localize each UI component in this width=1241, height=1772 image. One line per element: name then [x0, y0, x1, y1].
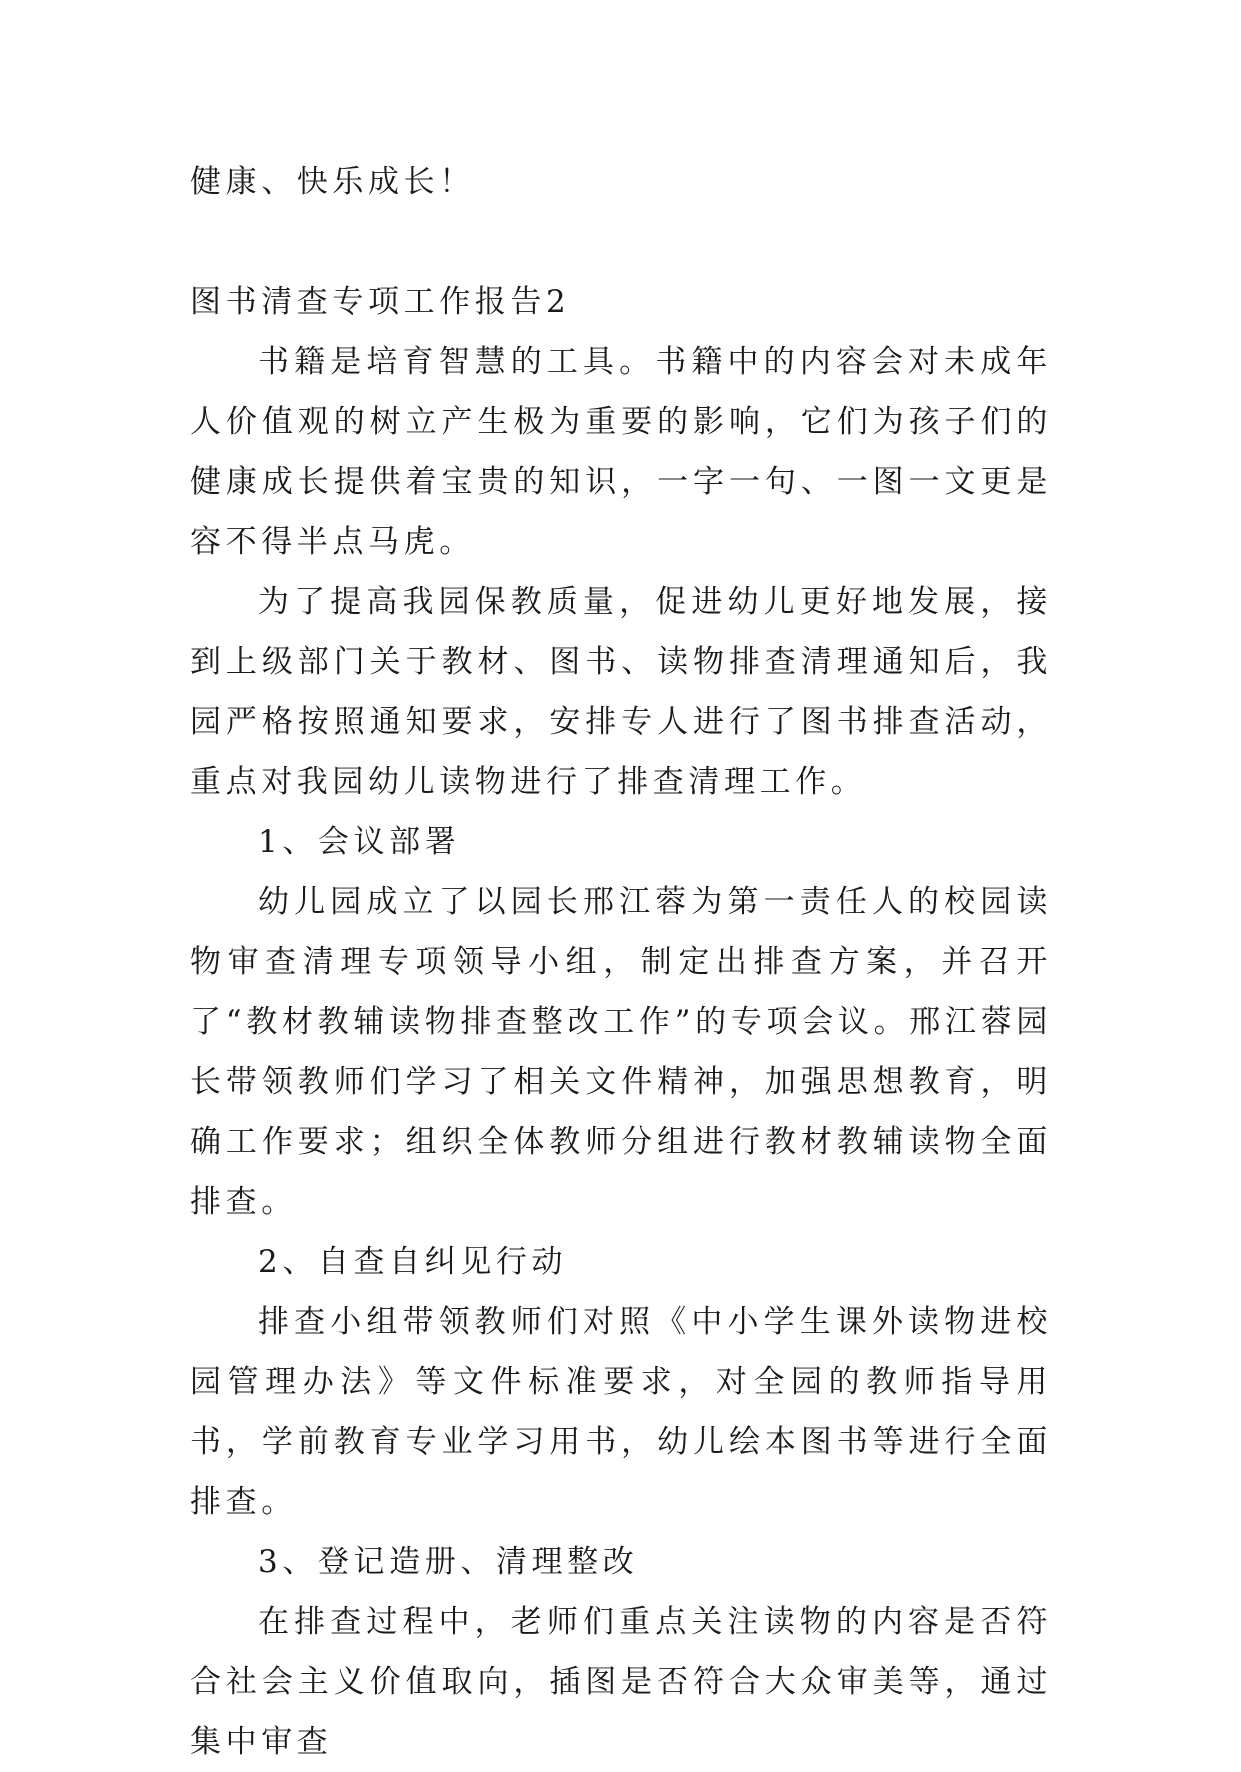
- section-heading-self-check: 2、自查自纠见行动: [258, 1244, 568, 1280]
- paragraph-intro: 书籍是培育智慧的工具。书籍中的内容会对未成年人价值观的树立产生极为重要的影响，它们为孩子们的健康成长提供着宝贵的知识，一字一句、一图一文更是容不得半点马虎。: [190, 344, 1052, 560]
- paragraph-purpose: 为了提高我园保教质量，促进幼儿更好地发展，接到上级部门关于教材、图书、读物排查清理通知后，我园严格按照通知要求，安排专人进行了图书排查活动，重点对我园幼儿读物进行了排查清理工作。: [190, 584, 1052, 800]
- paragraph-self-check: 排查小组带领教师们对照《中小学生课外读物进校园管理办法》等文件标准要求，对全园的教师指导用书，学前教育专业学习用书，幼儿绘本图书等进行全面排查。: [190, 1304, 1052, 1520]
- paragraph-meeting: 幼儿园成立了以园长邢江蓉为第一责任人的校园读物审查清理专项领导小组，制定出排查方案，并召开了“教材教辅读物排查整改工作”的专项会议。邢江蓉园长带领教师们学习了相关文件精神，加强思想教育，明确工作要求；组织全体教师分组进行教材教辅读物全面排查。: [190, 884, 1052, 1220]
- section-heading-registration: 3、登记造册、清理整改: [258, 1544, 639, 1580]
- section-heading-meeting: 1、会议部署: [258, 824, 461, 860]
- document-body: [190, 152, 1052, 1772]
- paragraph-registration: 在排查过程中，老师们重点关注读物的内容是否符合社会主义价值取向，插图是否符合大众审美等，通过集中审查: [190, 1604, 1052, 1760]
- report-title: 图书清查专项工作报告2: [190, 284, 571, 320]
- paragraph-continuation: 健康、快乐成长！: [190, 164, 475, 200]
